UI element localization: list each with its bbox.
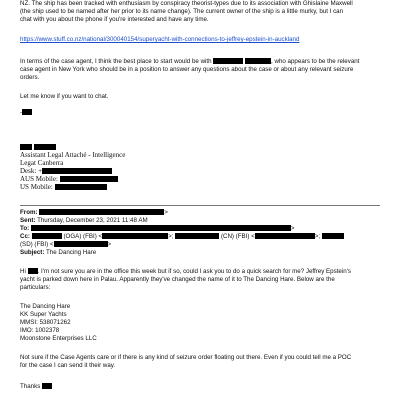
redaction-bar [20,144,32,150]
thanks-line [20,383,380,391]
desk-label: Desk: + [20,167,43,175]
sent-value: Thursday, December 23, 2021 11:48 AM [37,217,148,224]
subject-label: Subject: [20,249,45,256]
ship-line: The Dancing Hare [20,303,71,310]
redaction-bar [54,241,108,247]
signoff-dash: - [20,109,23,116]
cc-text: >; [168,233,174,240]
cc-text: >; [314,233,321,240]
redaction-bar [42,383,52,389]
redaction-bar [60,176,118,182]
text-line: Not sure if the Case Agents care or if there is any kind of seizure order floating out there. Even if you could tell me a POC [20,354,352,361]
redaction-bar [32,233,62,239]
text-line: yacht is parked down here in Palau. Apparently they've changed the name of it to The Dancing Hare. Below are the [20,276,335,283]
text-line: chat with you about the phone if you're interested and have any time. [20,16,209,23]
from-label: From: [20,209,38,216]
to-tail: > [290,225,295,232]
redaction-bar [31,225,291,231]
text-line: case agent in New York who should be in a position to answer any questions about the case or about any relevant seizure [20,66,354,73]
text-line: (the ship used to be named after her prior to its name change). The current owner of the ship is a little murky, but I can [20,8,344,15]
cc-text: > [107,241,112,248]
ship-line: Moonstone Enterprises LLC [20,335,97,342]
redaction-bar [175,233,219,239]
subject-value: The Dancing Hare [46,249,97,256]
redaction-bar [22,109,32,115]
to-row [20,225,295,233]
text-fragment: , who appears to be the relevant [271,58,360,65]
redaction-bar [322,233,344,239]
text-line [20,268,380,276]
cc-text: (OGA) (FBI) < [63,233,103,240]
text-line: NZ. The ship has been tracked with enthusiasm by conspiracy theorist-types due to its association with Ghislaine Maxwell [20,0,353,7]
ship-line: KK Super Yachts [20,311,67,318]
sent-label: Sent: [20,217,36,224]
ship-line: MMSI: 538071262 [20,319,71,326]
signoff [20,109,380,117]
ship-line: IMO: 1002378 [20,327,60,334]
subject-row [20,249,96,257]
from-row [20,209,168,217]
text-fragment: . I'm not sure you are in the office this week but if so, could I ask you to do a quick search for me? Jeffrey Epstein's [37,268,351,275]
redaction-bar [102,233,168,239]
to-label: To: [20,225,30,232]
email-body-closing [20,354,380,370]
cc-text: (SD) (FBI) < [20,241,54,248]
redaction-bar [39,209,164,215]
from-tail: > [164,209,168,216]
divider [20,205,380,206]
text-line: Let me know if you want to chat. [20,93,109,100]
redaction-bar [245,58,271,64]
text-line: for the case I can send it their way. [20,362,116,369]
text-line [20,58,380,66]
greeting: Hi [20,268,26,275]
text-line: orders. [20,74,40,81]
thanks-text: Thanks [20,383,41,390]
email-body-intro [20,268,380,292]
signature-office: Legat Canberra [20,159,64,167]
text-line: particulars: [20,284,51,291]
cc-row [20,233,344,241]
redaction-bar [34,144,56,150]
paragraph-case-agent [20,58,380,82]
us-mobile-label: US Mobile: [20,183,53,191]
redaction-bar [213,58,243,64]
signature-title: Assistant Legal Attaché - Intelligence [20,151,126,159]
cc-label: Cc: [20,233,30,240]
cc-row-2 [20,241,111,249]
paragraph-ship-tracking [20,0,380,24]
cc-text: (CN) (FBI) < [220,233,255,240]
redaction-bar [55,184,107,190]
text-fragment: In terms of the case agent, I think the best place to start would be with [20,58,212,65]
redaction-bar [28,268,38,274]
article-link[interactable]: https://www.stuff.co.nz/national/300040154/superyacht-with-connections-to-jeffrey-epstein-in-auckland [20,36,300,43]
sent-row [20,217,148,225]
aus-mobile-label: AUS Mobile: [20,175,58,183]
redaction-bar [42,168,112,174]
redaction-bar [255,233,315,239]
